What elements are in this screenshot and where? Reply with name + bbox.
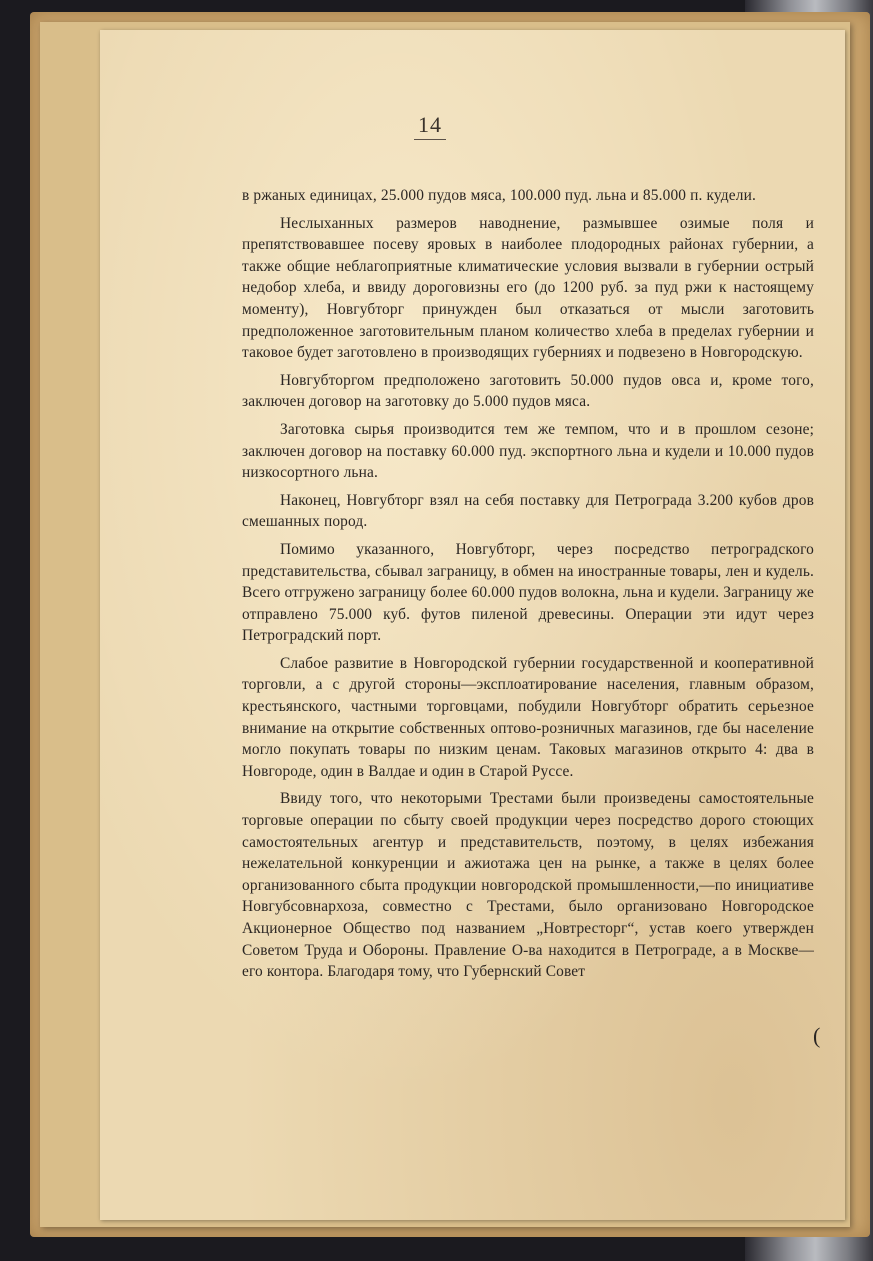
paragraph: Неслыханных размеров наводнение, размывшее озимые поля и препятствовавшее посеву яровых в наиболее плодородных районах губернии, а также общие неблагоприятные климатические условия вызвали в губернии острый недобор хлеба, и ввиду дороговизны его (до 1200 руб. за пуд ржи к настоящему моменту), Новгубторг принужден был отказаться от мысли заготовить предположенное заготовительным планом количество хлеба в пределах губернии и таковое будет заготовлено в производящих губерниях и подвезено в Новгородскую. — [242, 214, 814, 362]
paragraph: Новгубторгом предположено заготовить 50.000 пудов овса и, кроме того, заключен договор на заготовку до 5.000 пудов мяса. — [242, 371, 814, 411]
paragraph: Ввиду того, что некоторыми Трестами были произведены самостоятельные торговые операции по сбыту своей продукции через посредство дорого стоющих самостоятельных агентур и представительств, поэтому, в целях избежания нежелательной конкуренции и ажиотажа цен на рынке, а также в целях более организованного сбыта продукции новгородской промышленности,—по инициативе Новгубсовнархоза, совместно с Трестами, было организовано Новгородское Акционерное Общество под названием „Новтресторг“, устав коего утвержден Советом Труда и Обороны. Правление О-ва находится в Петрограде, а в Москве—его контора. Благодаря тому, что Губернский Совет — [242, 790, 814, 981]
paragraph: Наконец, Новгубторг взял на себя поставку для Петрограда 3.200 кубов дров смешанных пород. — [242, 491, 814, 531]
paragraph: в ржаных единицах, 25.000 пудов мяса, 100.000 пуд. льна и 85.000 п. кудели. — [242, 187, 756, 204]
paragraph: Заготовка сырья производится тем же темпом, что и в прошлом сезоне; заключен договор на поставку 60.000 пуд. экспортного льна и кудели и 10.000 пудов низкосортного льна. — [242, 420, 814, 482]
paragraph: Слабое развитие в Новгородской губернии государственной и кооперативной торговли, а с другой стороны—эксплоатирование населения, главным образом, крестьянского, частными торговцами, побудили Новгубторг обратить серьезное внимание на открытие собственных оптово-розничных магазинов, где бы население могло покупать товары по низким ценам. Таковых магазинов открыто 4: два в Новгороде, один в Валдае и один в Старой Руссе. — [242, 654, 814, 780]
paragraph: Помимо указанного, Новгубторг, через посредство петроградского представительства, сбывал заграницу, в обмен на иностранные товары, лен и кудель. Всего отгружено заграницу более 60.000 пудов волокна, льна и кудели. Заграницу же отправлено 75.000 куб. футов пиленой древесины. Операции эти идут через Петроградский порт. — [242, 540, 814, 645]
margin-bracket-mark: ( — [813, 1023, 821, 1048]
body-text — [242, 185, 814, 989]
page-number: 14 — [0, 112, 860, 140]
